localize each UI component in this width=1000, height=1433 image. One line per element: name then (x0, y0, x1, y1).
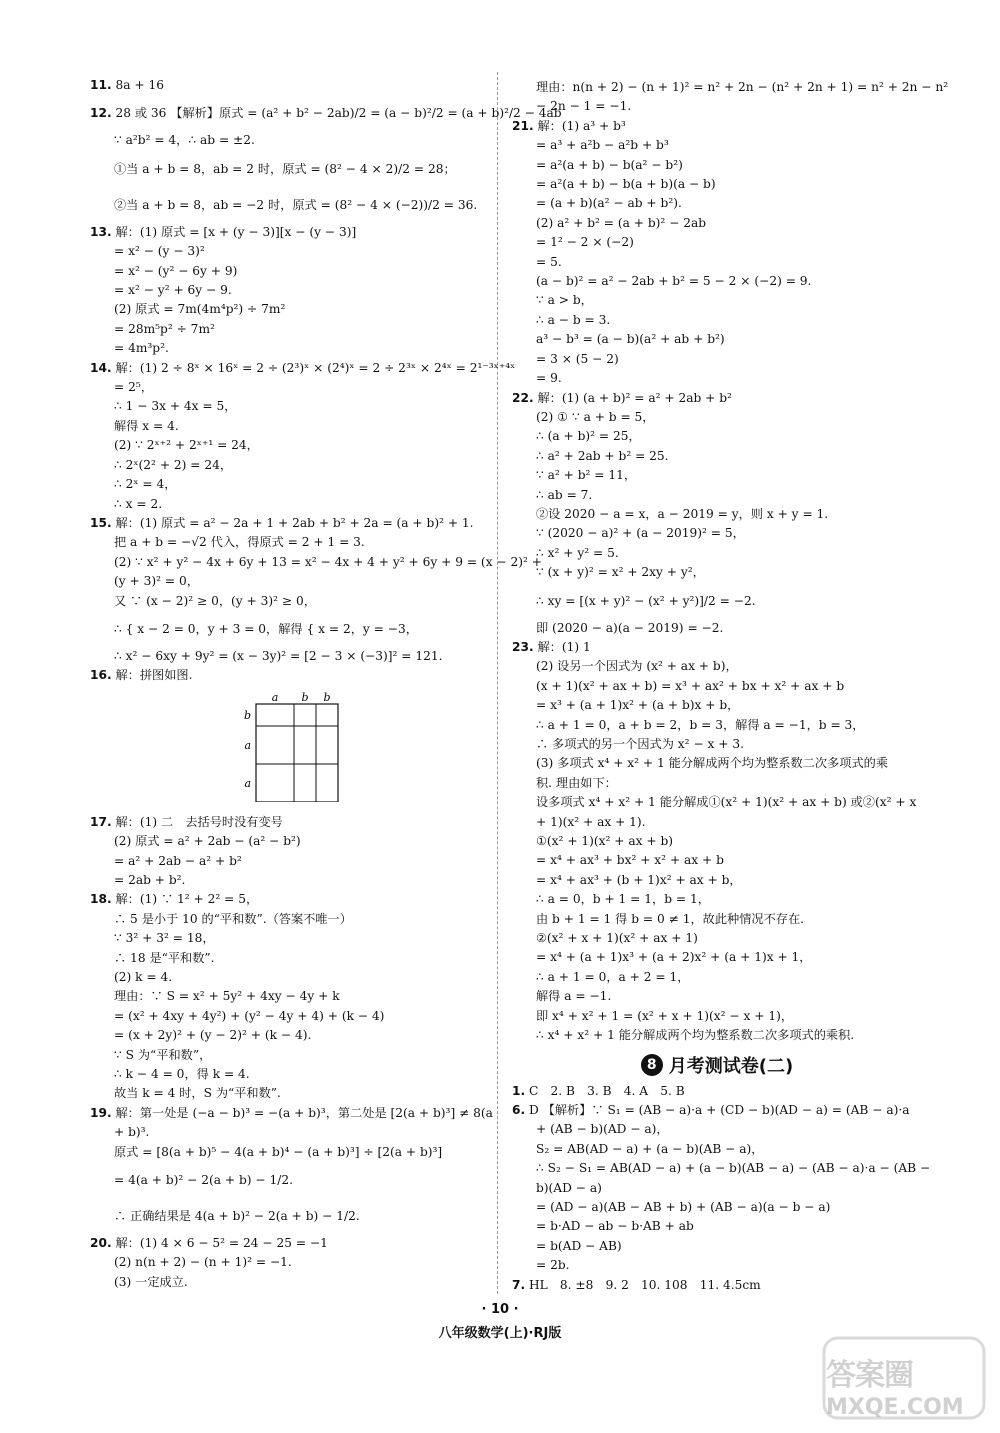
text-line (512, 427, 922, 446)
line-text: = 1² − 2 × (−2) (536, 235, 634, 250)
text-line (90, 666, 482, 685)
question-number: 6. (512, 1102, 526, 1117)
line-text: (y + 3)² = 0， (114, 574, 199, 589)
text-line (90, 495, 482, 514)
line-text: = 2⁵， (114, 380, 153, 395)
line-text: 解：(1) ∵ 1² + 2² = 5， (115, 892, 259, 907)
text-line (90, 281, 482, 300)
line-text: ∴ ab = 7. (536, 487, 593, 502)
line-text: = (a + b)(a² − ab + b²). (536, 196, 682, 211)
line-text: ②(x² + x + 1)(x² + ax + 1) (536, 931, 698, 946)
text-line (512, 1276, 922, 1295)
line-text: ∴ xy = [(x + y)² − (x² + y²)]/2 = −2. (536, 593, 756, 608)
line-text: = 9. (536, 371, 562, 386)
text-line (512, 1140, 922, 1159)
text-line (90, 1253, 482, 1272)
page-number: · 10 · (481, 1302, 519, 1317)
line-text: = x² − y² + 6y − 9. (114, 283, 232, 298)
line-text: 解：拼图如图. (115, 668, 193, 683)
text-line (90, 1065, 482, 1084)
line-text: ∵ a > b， (536, 293, 593, 308)
line-text: ∴ x⁴ + x² + 1 能分解成两个均为整系数二次多项式的乘积. (536, 1028, 855, 1043)
line-text: = 2b. (536, 1258, 570, 1273)
line-text: ∴ a − b = 3. (536, 312, 611, 327)
question-number: 1. (512, 1083, 526, 1098)
text-line (90, 1084, 482, 1103)
text-line (90, 475, 482, 494)
text-line (512, 78, 949, 97)
line-text: ∴ a = 0，b + 1 = 1，b = 1， (536, 892, 710, 907)
text-line (90, 456, 482, 475)
text-line (90, 320, 482, 339)
line-text: = 2ab + b². (114, 872, 186, 887)
line-text: (2) 原式 = a² + 2ab − (a² − b²) (114, 834, 301, 849)
line-text: 解：(1) 二 去括号时没有变号 (115, 814, 283, 829)
line-text: ∴ 1 − 3x + 4x = 5， (114, 399, 237, 414)
line-text: (3) 多项式 x⁴ + x² + 1 能分解成两个均为整系数二次多项式的乘 (536, 756, 889, 771)
text-line (90, 1162, 482, 1198)
text-line (512, 716, 922, 735)
text-line (90, 1273, 482, 1292)
text-line (90, 187, 482, 223)
text-line (512, 774, 922, 793)
text-line (512, 1256, 922, 1275)
line-text: = x⁴ + (a + 1)x³ + (a + 2)x² + (a + 1)x + 1， (536, 950, 812, 965)
line-text: ∴ x² + y² = 5. (536, 545, 619, 560)
text-line (90, 300, 482, 319)
line-text: (2) 设另一个因式为 (x² + ax + b)， (536, 659, 738, 674)
line-text: 即 x⁴ + x² + 1 = (x² + x + 1)(x² − x + 1)， (536, 1008, 794, 1023)
text-line (512, 813, 922, 832)
line-text: 即 (2020 − a)(a − 2019) = −2. (536, 620, 724, 635)
text-line (90, 1007, 482, 1026)
line-text: 解：第一处是 (−a − b)³ = −(a + b)³，第二处是 [2(a + b)³] ≠ 8(a (115, 1105, 493, 1120)
question-number: 18. (90, 892, 112, 907)
right-column (512, 78, 949, 1295)
line-text: = (AD − a)(AB − AB + b) + (AB − a)(a − b − a) (536, 1199, 831, 1214)
line-text: ∴ 2ˣ = 4， (114, 477, 177, 492)
grid-col-label: a (271, 690, 279, 704)
text-line (90, 1026, 482, 1045)
line-text: 理由：n(n + 2) − (n + 1)² = n² + 2n − (n² + 2n + 1) = n² + 2n − n² (536, 80, 949, 94)
line-text: (2) 原式 = 7m(4m⁴p²) ÷ 7m² (114, 302, 286, 317)
text-line (90, 223, 482, 242)
text-line (90, 397, 482, 416)
text-line (512, 117, 922, 136)
line-text: 原式 = [8(a + b)⁵ − 4(a + b)⁴ − (a + b)³] ÷ [2(a + b)³] (114, 1144, 443, 1159)
line-text: ∴ 5 是小于 10 的“平和数”.（答案不唯一） (114, 911, 352, 926)
line-text: 解：(1) 4 × 6 − 5² = 24 − 25 = −1 (115, 1236, 328, 1251)
text-line (512, 330, 922, 349)
question-number: 15. (90, 515, 112, 530)
line-text: (2) n(n + 2) − (n + 1)² = −1. (114, 1255, 292, 1270)
line-text: ∴ (a + b)² = 25， (536, 429, 641, 444)
text-line (90, 890, 482, 909)
text-line (90, 611, 482, 647)
line-text: = a²(a + b) − b(a² − b²) (536, 157, 683, 172)
text-line (512, 350, 922, 369)
question-number: 7. (512, 1277, 526, 1292)
line-text: = x² − (y − 3)² (114, 244, 205, 259)
column-divider (497, 72, 498, 1294)
line-text: 理由：∵ S = x² + 5y² + 4xy − 4y + k (114, 989, 340, 1004)
text-line (90, 1104, 493, 1123)
text-line (512, 447, 922, 466)
line-text: = 28m⁵p² ÷ 7m² (114, 321, 215, 336)
right-lines-bottom (512, 1082, 931, 1295)
text-line (512, 1007, 922, 1026)
line-text: 解：(1) 1 (537, 639, 591, 654)
line-text: (3) 一定成立. (114, 1274, 188, 1289)
text-line (512, 735, 922, 754)
line-text: ②当 a + b = 8，ab = −2 时，原式 = (8² − 4 × (−2))/2 = 36. (114, 197, 478, 212)
text-line (90, 533, 482, 552)
grid-col-label: b (323, 690, 331, 704)
text-line (90, 871, 482, 890)
text-line (90, 1143, 482, 1162)
line-text: S₂ = AB(AD − a) + (a − b)(AB − a)， (536, 1141, 764, 1156)
line-text: 解得 x = 4. (114, 418, 179, 433)
section-number: 8 (641, 1054, 663, 1076)
line-text: 故当 k = 4 时，S 为“平和数”. (114, 1086, 281, 1101)
line-text: ∴ a + 1 = 0，a + 2 = 1， (536, 969, 690, 984)
line-text: (2) ∵ x² + y² − 4x + 6y + 13 = x² − 4x + 4 + y² + 6y + 9 = (x − 2)² + (114, 554, 543, 569)
text-line (90, 852, 482, 871)
puzzle-grid (240, 690, 360, 802)
book-title: 八年级数学(上)·RJ版 (438, 1326, 562, 1341)
line-text: = x⁴ + ax³ + (b + 1)x² + ax + b， (536, 872, 742, 887)
text-line (90, 436, 482, 455)
line-text: ∴ S₂ − S₁ = AB(AD − a) + (a − b)(AB − a) − (AB − a)·a − (AB − (536, 1161, 931, 1176)
text-line (512, 272, 922, 291)
line-text: = b·AD − ab − b·AB + ab (536, 1219, 694, 1234)
text-line (90, 378, 482, 397)
line-text: ∴ a² + 2ab + b² = 25. (536, 448, 669, 463)
line-text: (a − b)² = a² − 2ab + b² = 5 − 2 × (−2) = 9. (536, 274, 812, 289)
line-text: 解：(1) 2 ÷ 8ˣ × 16ˣ = 2 ÷ (2³)ˣ × (2⁴)ˣ = 2 ÷ 2³ˣ × 2⁴ˣ = 2¹⁻³ˣ⁺⁴ˣ (115, 360, 516, 375)
text-line (90, 1046, 482, 1065)
question-number: 16. (90, 668, 112, 683)
text-line (90, 1234, 482, 1253)
text-line (512, 214, 922, 233)
text-line (90, 987, 482, 1006)
text-line (512, 929, 922, 948)
line-text: = 5. (536, 254, 562, 269)
section-title: 月考测试卷(二) (668, 1055, 794, 1077)
line-text: = x² − (y² − 6y + 9) (114, 263, 238, 278)
line-text: (2) ∵ 2ˣ⁺² + 2ˣ⁺¹ = 24， (114, 438, 259, 453)
text-line (90, 910, 482, 929)
text-line (512, 544, 922, 563)
left-lines-bottom (90, 813, 493, 1293)
text-line (512, 389, 922, 408)
text-line (90, 1198, 482, 1234)
text-line (512, 968, 922, 987)
text-line (512, 890, 922, 909)
text-line (90, 553, 543, 572)
text-line (512, 1082, 922, 1101)
grid-col-label: b (301, 690, 309, 704)
line-text: ②设 2020 − a = x，a − 2019 = y，则 x + y = 1. (536, 506, 829, 521)
line-text: = x³ + (a + 1)x² + (a + b)x + b， (536, 698, 740, 713)
line-text: HL 8. ±8 9. 2 10. 108 11. 4.5cm (529, 1277, 761, 1292)
line-text: 28 或 36 【解析】原式 = (a² + b² − 2ab)/2 = (a − b)²/2 = (a + b)²/2 − 4ab (115, 106, 562, 121)
question-number: 20. (90, 1236, 112, 1251)
text-line (90, 514, 482, 533)
text-line (512, 871, 922, 890)
line-text: ∴ 2ˣ(2² + 2) = 24， (114, 457, 233, 472)
text-line (512, 1198, 922, 1217)
text-line (512, 466, 922, 485)
question-number: 21. (512, 118, 534, 133)
line-text: = x⁴ + ax³ + bx² + x² + ax + b (536, 853, 724, 868)
text-line (90, 832, 482, 851)
line-text: = 4(a + b)² − 2(a + b) − 1/2. (114, 1173, 293, 1188)
text-line (512, 156, 922, 175)
text-line (512, 754, 922, 773)
text-line (512, 657, 922, 676)
text-line (512, 619, 922, 638)
line-text: + (AB − b)(AD − a)， (536, 1122, 669, 1137)
line-text: = a³ + a²b − a²b + b³ (536, 138, 669, 153)
line-text: D 【解析】∵ S₁ = (AB − a)·a + (CD − b)(AD − a) = (AB − a)·a (529, 1102, 910, 1117)
line-text: (2) ① ∵ a + b = 5， (536, 409, 655, 424)
text-line (90, 131, 482, 150)
text-line (512, 638, 922, 657)
text-line (512, 175, 922, 194)
puzzle-figure (90, 690, 482, 805)
line-text: ∴ 18 是“平和数”. (114, 950, 215, 965)
text-line (512, 369, 922, 388)
line-text: ∵ (2020 − a)² + (a − 2019)² = 5， (536, 526, 745, 541)
line-text: ∴ 多项式的另一个因式为 x² − x + 3. (536, 737, 744, 751)
text-line (90, 1123, 482, 1142)
text-line (512, 910, 922, 929)
line-text: ①当 a + b = 8，ab = 2 时，原式 = (8² − 4 × 2)/2 = 28； (114, 161, 456, 176)
line-text: (x + 1)(x² + ax + b) = x³ + ax² + bx + x² + ax + b (536, 678, 845, 693)
line-text: b)(AD − a) (536, 1180, 602, 1195)
line-text: (2) k = 4. (114, 970, 173, 984)
line-text: a³ − b³ = (a − b)(a² + ab + b²) (536, 332, 725, 347)
text-line (512, 677, 922, 696)
line-text: ∴ a + 1 = 0，a + b = 2，b = 3，解得 a = −1，b = 3， (536, 717, 865, 732)
text-line (512, 696, 922, 715)
line-text: 解：(1) (a + b)² = a² + 2ab + b² (537, 390, 732, 405)
line-text: 由 b + 1 = 1 得 b = 0 ≠ 1，故此种情况不存在. (536, 911, 805, 926)
text-line (90, 359, 516, 378)
line-text: 解：(1) a³ + b³ (537, 118, 626, 133)
text-line (512, 505, 922, 524)
text-line (90, 572, 482, 591)
text-line (90, 262, 482, 281)
text-line (512, 486, 922, 505)
line-text: ∵ a² + b² = 11， (536, 468, 637, 483)
line-text: ∵ (x + y)² = x² + 2xy + y²， (536, 565, 705, 580)
text-line (90, 592, 482, 611)
text-line (90, 968, 482, 987)
question-number: 13. (90, 224, 112, 239)
line-text: (2) a² + b² = (a + b)² − 2ab (536, 215, 707, 230)
text-line (90, 949, 482, 968)
text-line (90, 417, 482, 436)
text-line (512, 583, 922, 619)
line-text: ∵ a²b² = 4，∴ ab = ±2. (114, 133, 255, 148)
text-line (90, 242, 482, 261)
line-text: 解：(1) 原式 = a² − 2a + 1 + 2ab + b² + 2a = (a + b)² + 1. (115, 515, 474, 530)
text-line (512, 1237, 922, 1256)
text-line (512, 1159, 931, 1178)
line-text: ∴ k − 4 = 0，得 k = 4. (114, 1067, 250, 1082)
text-line (512, 1179, 922, 1198)
question-number: 17. (90, 814, 112, 829)
text-line (512, 563, 922, 582)
text-line (90, 151, 482, 187)
text-line (512, 1026, 922, 1045)
line-text: = (x² + 4xy + 4y²) + (y² − 4y + 4) + (k − 4) (114, 1008, 385, 1023)
grid-row-label: a (244, 776, 251, 790)
text-line (512, 793, 922, 812)
text-line (90, 339, 482, 358)
line-text: 又 ∵ (x − 2)² ≥ 0，(y + 3)² ≥ 0， (114, 593, 316, 608)
text-line (90, 647, 482, 666)
question-number: 11. (90, 78, 112, 92)
line-text: ∴ { x − 2 = 0，y + 3 = 0，解得 { x = 2，y = −3， (114, 621, 418, 636)
line-text: ∵ 3² + 3² = 18， (114, 931, 215, 946)
text-line (512, 311, 922, 330)
line-text: = 4m³p². (114, 341, 169, 356)
text-line (512, 136, 922, 155)
text-line (512, 253, 922, 272)
text-line (512, 948, 922, 967)
line-text: 把 a + b = −√2 代入，得原式 = 2 + 1 = 3. (114, 535, 365, 550)
question-number: 12. (90, 106, 112, 121)
text-line (90, 813, 482, 832)
line-text: + b)³. (114, 1125, 150, 1140)
watermark-url: MXQE.COM (826, 1395, 964, 1420)
line-text: 积. 理由如下： (536, 775, 617, 790)
text-line (512, 233, 922, 252)
question-number: 22. (512, 390, 534, 405)
line-text: C 2. B 3. B 4. A 5. B (529, 1083, 685, 1098)
text-line (512, 291, 922, 310)
text-line (512, 1120, 922, 1139)
line-text: 8a + 16 (115, 78, 164, 92)
text-line (512, 408, 922, 427)
line-text: 解得 a = −1. (536, 989, 612, 1004)
line-text: = a² + 2ab − a² + b² (114, 853, 242, 868)
line-text: = (x + 2y)² + (y − 2)² + (k − 4). (114, 1028, 312, 1043)
text-line (90, 76, 482, 95)
line-text: ①(x² + 1)(x² + ax + b) (536, 834, 674, 849)
text-line (512, 987, 922, 1006)
section-header (512, 1052, 922, 1078)
line-text: 设多项式 x⁴ + x² + 1 能分解成①(x² + 1)(x² + ax + b) 或②(x² + x (536, 795, 917, 810)
line-text: = 3 × (5 − 2) (536, 351, 619, 366)
line-text: 解：(1) 原式 = [x + (y − 3)][x − (y − 3)] (115, 224, 357, 239)
line-text: ∴ x = 2. (114, 496, 163, 511)
watermark-text: 答案圈 (826, 1358, 913, 1393)
line-text: ∵ S 为“平和数”， (114, 1047, 212, 1062)
line-text: ∴ 正确结果是 4(a + b)² − 2(a + b) − 1/2. (114, 1209, 360, 1224)
line-text: = b(AD − AB) (536, 1238, 622, 1253)
line-text: = a²(a + b) − b(a + b)(a − b) (536, 177, 716, 192)
text-line (90, 929, 482, 948)
left-column (90, 76, 562, 1292)
text-line (512, 851, 922, 870)
line-text: + 1)(x² + ax + 1). (536, 814, 646, 829)
text-line (512, 1101, 922, 1120)
line-text: ∴ x² − 6xy + 9y² = (x − 3y)² = [2 − 3 × (−3)]² = 121. (114, 648, 443, 663)
grid-row-label: b (243, 708, 251, 722)
grid-row-label: a (244, 738, 251, 752)
text-line (512, 524, 922, 543)
text-line (512, 97, 922, 116)
grid-border (256, 704, 338, 802)
question-number: 19. (90, 1105, 112, 1120)
question-number: 14. (90, 360, 112, 375)
text-line (512, 832, 922, 851)
question-number: 23. (512, 639, 534, 654)
right-lines-top (512, 78, 949, 1046)
left-lines-top (90, 76, 562, 686)
text-line (512, 1217, 922, 1236)
text-line (512, 194, 922, 213)
line-text: − 2n − 1 = −1. (536, 99, 632, 114)
